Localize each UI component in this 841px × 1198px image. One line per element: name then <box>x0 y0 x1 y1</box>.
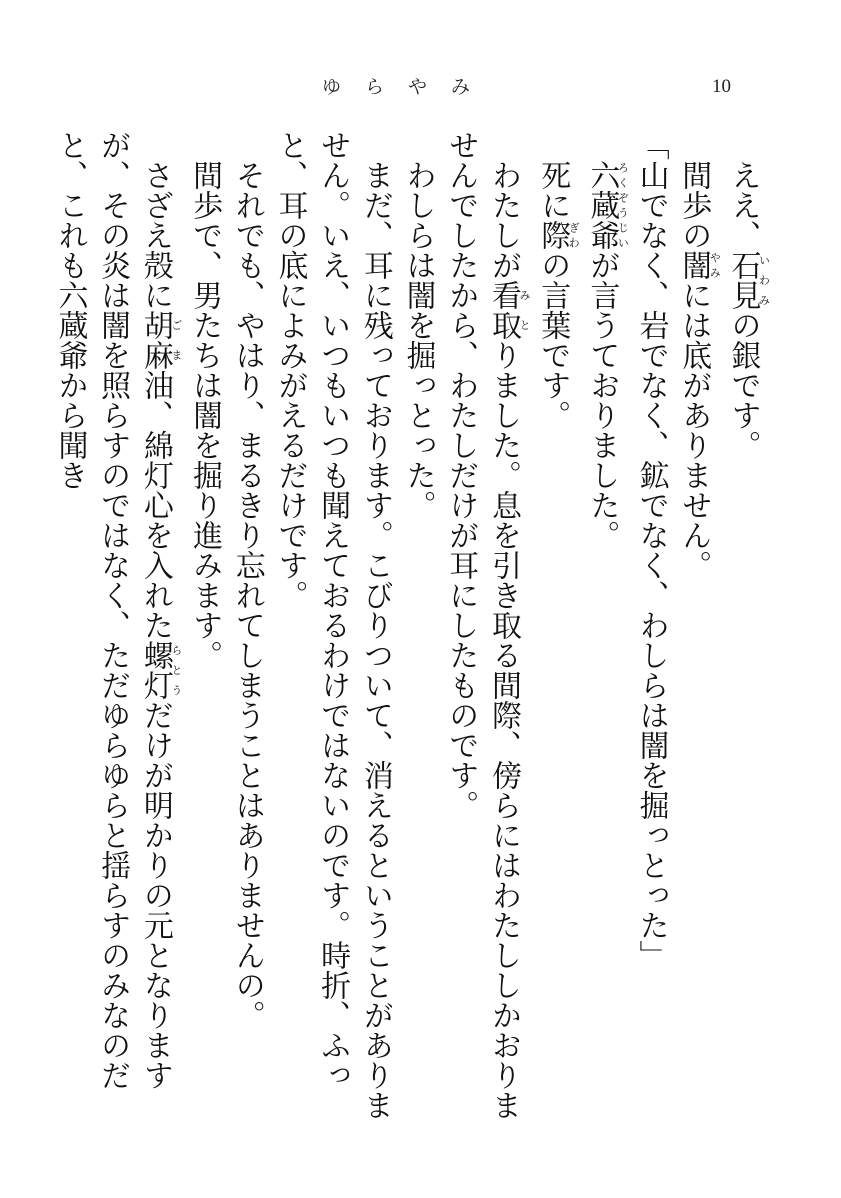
body-text <box>52 130 771 1120</box>
running-title: ゆらやみ <box>322 76 495 98</box>
ruby-reading: みと <box>517 280 531 340</box>
text-run: 間歩の <box>676 160 712 250</box>
ruby-base: 六蔵爺 <box>584 160 620 250</box>
paragraph <box>580 130 629 1120</box>
ruby-reading: らとう <box>169 640 183 700</box>
ruby-annotated-word <box>725 250 771 310</box>
paragraph <box>530 130 579 1120</box>
text-run: の言葉です。 <box>535 250 571 430</box>
paragraph <box>48 130 183 1120</box>
paragraph <box>721 130 770 1120</box>
ruby-base: 螺灯 <box>137 640 173 700</box>
text-run: 「山でなく、岩でなく、鉱でなく、わしらは闇を掘っとった」 <box>633 130 669 970</box>
text-run: わたしが <box>485 160 521 280</box>
ruby-annotated-word <box>584 160 630 250</box>
text-run: さざえ殻に <box>137 160 173 310</box>
ruby-reading: ごま <box>169 310 183 370</box>
ruby-reading: ろくぞうじい <box>616 160 630 250</box>
ruby-annotated-word <box>485 280 531 340</box>
paragraph <box>268 130 396 1120</box>
ruby-annotated-word <box>676 250 722 280</box>
paragraph <box>396 130 439 1120</box>
text-run: それでも、やはり、まるきり忘れてしまうことはありませんの。 <box>229 160 265 1030</box>
text-run: 油、綿灯心を入れた <box>137 370 173 640</box>
text-run: まだ、耳に残っております。こびりついて、消えるということがありません。いえ、いつもいつも聞えておるわけではないのです。時折、ふっと、耳の底によみがえるだけです。 <box>272 130 393 1120</box>
text-run: には底がありません。 <box>676 280 712 580</box>
ruby-annotated-word <box>535 220 581 250</box>
ruby-base: 際 <box>535 220 571 250</box>
text-run: の銀です。 <box>725 310 761 460</box>
page-number: 10 <box>712 76 731 97</box>
ruby-base: 看取 <box>485 280 521 340</box>
ruby-reading: ぎわ <box>567 220 581 250</box>
ruby-reading: いわみ <box>757 250 771 310</box>
ruby-base: 石見 <box>725 250 761 310</box>
paragraph <box>225 130 268 1120</box>
paragraph <box>672 130 721 1120</box>
ruby-base: 闇 <box>676 250 712 280</box>
text-run: わしらは闇を掘っとった。 <box>400 160 436 520</box>
text-run: 間歩で、男たちは闇を掘り進みます。 <box>187 160 223 670</box>
paragraph <box>629 130 672 1120</box>
ruby-base: 胡麻 <box>137 310 173 370</box>
ruby-annotated-word <box>137 310 183 370</box>
text-run: 死に <box>535 160 571 220</box>
text-run: りました。息を引き取る間際、傍らにはわたししかおりませんでしたから、わたしだけが耳にしたものです。 <box>443 130 521 1120</box>
ruby-annotated-word <box>137 640 183 700</box>
ruby-reading: やみ <box>708 250 722 280</box>
paragraph <box>439 130 531 1120</box>
text-run: ええ、 <box>725 160 761 250</box>
paragraph <box>182 130 225 1120</box>
text-run: だけが明かりの元となりますが、その炎は闇を照らすのではなく、ただゆらゆらと揺らすのみなのだと、これも六蔵爺から聞き <box>52 130 173 1090</box>
text-run: が言うておりました。 <box>584 250 620 550</box>
